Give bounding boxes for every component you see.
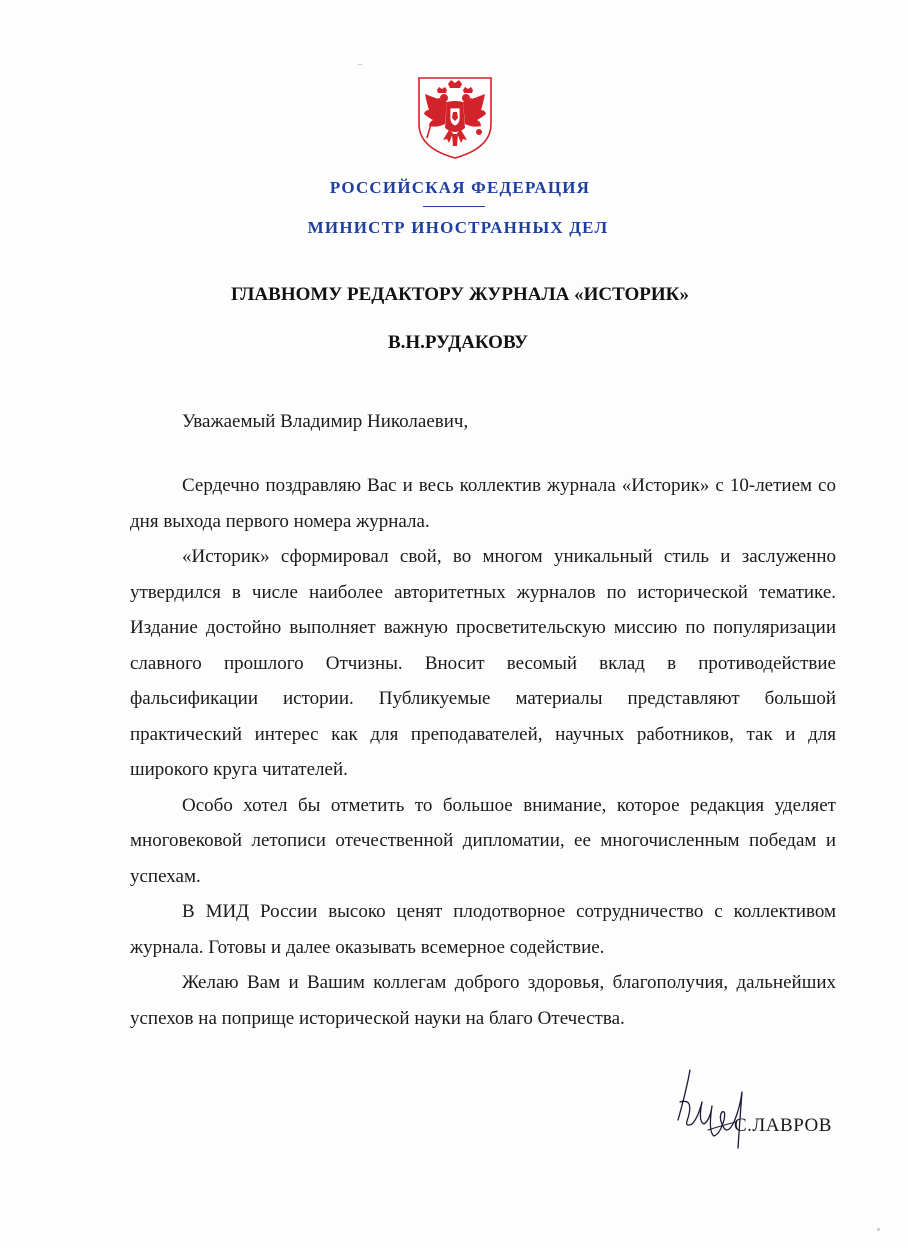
scan-speck <box>877 1228 880 1231</box>
letterhead-position: МИНИСТР ИНОСТРАННЫХ ДЕЛ <box>307 218 609 237</box>
scan-speck <box>358 64 362 65</box>
letter-body <box>130 468 836 1036</box>
handwritten-signature-icon <box>668 1062 748 1152</box>
salutation: Уважаемый Владимир Николаевич, <box>182 411 469 432</box>
addressee-name: В.Н.РУДАКОВУ <box>387 332 529 353</box>
paragraph: «Историк» сформировал свой, во многом уникальный стиль и заслуженно утвердился в числе наиболее авторитетных журналов по исторической тематике. Издание достойно выполняет важную просветительскую миссию по популяризации славного прошлого Отчизны. Вносит весомый вклад в противодействие фальсификации истории. Публикуемые материалы представляют большой практический интерес как для преподавателей, научных работников, так и для широкого круга читателей. <box>130 546 836 780</box>
paragraph: Особо хотел бы отметить то большое внимание, которое редакция уделяет многовековой летописи отечественной дипломатии, ее многочисленным победам и успехам. <box>130 794 836 887</box>
signer-name: С.ЛАВРОВ <box>734 1115 832 1136</box>
paragraph: Сердечно поздравляю Вас и весь коллектив журнала «Историк» с 10-летием со дня выхода первого номера журнала. <box>130 475 836 532</box>
letterhead-divider <box>423 206 485 207</box>
signature-block <box>668 1062 848 1152</box>
addressee-title: ГЛАВНОМУ РЕДАКТОРУ ЖУРНАЛА «ИСТОРИК» <box>231 284 689 305</box>
paragraph: Желаю Вам и Вашим коллегам доброго здоровья, благополучия, дальнейших успехов на поприще исторической науки на благо Отечества. <box>130 972 836 1029</box>
double-headed-eagle-icon <box>415 76 495 160</box>
letterhead-country: РОССИЙСКАЯ ФЕДЕРАЦИЯ <box>329 178 591 197</box>
paragraph: В МИД России высоко ценят плодотворное сотрудничество с коллективом журнала. Готовы и далее оказывать всемерное содействие. <box>130 901 836 958</box>
